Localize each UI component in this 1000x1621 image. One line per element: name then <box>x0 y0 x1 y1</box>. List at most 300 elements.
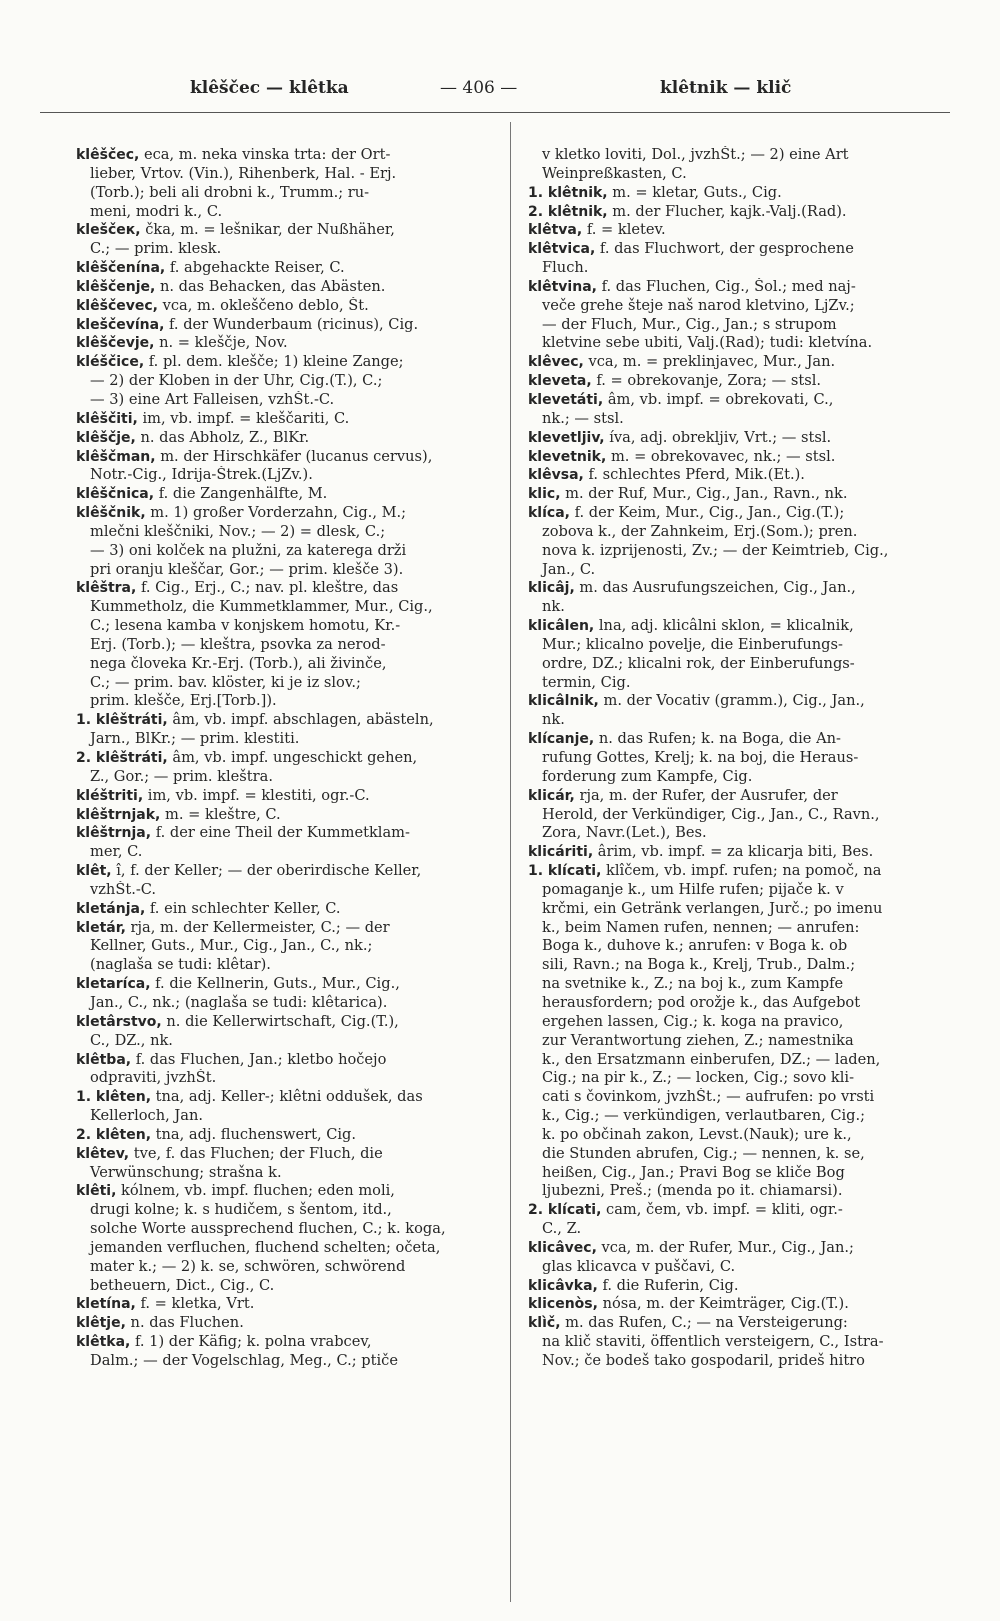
dictionary-entry <box>76 316 504 335</box>
dictionary-entry <box>76 429 504 448</box>
dictionary-entry <box>76 1295 504 1314</box>
dictionary-entry <box>528 240 956 259</box>
entry-text: cam, čem, vb. impf. = kliti, ogr.- <box>601 1201 843 1219</box>
dictionary-entry <box>528 617 956 636</box>
dictionary-entry <box>528 372 956 391</box>
entry-text: zobova k., der Zahnkeim, Erj.(Som.); pren. <box>542 522 858 540</box>
entry-text: cati s čovinkom, jvzhŠt.; — aufrufen: po vrsti <box>542 1088 875 1106</box>
entry-text: f. 1) der Käfig; k. polna vrabcev, <box>130 1333 372 1351</box>
dictionary-entry <box>76 1126 504 1145</box>
entry-text: âm, vb. impf. abschlagen, abästeln, <box>167 711 434 729</box>
entry-continuation-line <box>528 1258 956 1277</box>
entry-text: C.; — prim. klesk. <box>90 240 222 258</box>
headword: klêtev, <box>76 1145 130 1162</box>
entry-continuation-line <box>76 372 504 391</box>
entry-text: betheuern, Dict., Cig., C. <box>90 1276 275 1294</box>
entry-text: íva, adj. obrekljiv, Vrt.; — stsl. <box>604 428 832 446</box>
entry-text: kólnem, vb. impf. fluchen; eden moli, <box>116 1182 395 1200</box>
entry-continuation-line <box>76 1220 504 1239</box>
dictionary-entry <box>76 919 504 938</box>
entry-text: herausfordern; pod orožje k., das Aufgebot <box>542 993 861 1011</box>
entry-text: n. die Kellerwirtschaft, Cig.(T.), <box>161 1012 399 1030</box>
entry-continuation-line <box>528 768 956 787</box>
entry-continuation-line <box>76 881 504 900</box>
entry-text: — der Fluch, Mur., Cig., Jan.; s strupom <box>542 315 837 333</box>
dictionary-entry <box>76 297 504 316</box>
headword: klêtvina, <box>528 278 597 295</box>
dictionary-entry <box>528 579 956 598</box>
headword: 1. klêštráti, <box>76 712 168 729</box>
entry-text: krčmi, ein Getränk verlangen, Jurč.; po imenu <box>542 899 883 917</box>
dictionary-entry <box>528 353 956 372</box>
entry-continuation-line <box>76 466 504 485</box>
headword: klicâj, <box>528 580 575 597</box>
entry-text: Jan., C. <box>542 560 596 578</box>
entry-text: kletvine sebe ubiti, Valj.(Rad); tudi: kletvína. <box>542 334 873 352</box>
entry-continuation-line <box>76 1201 504 1220</box>
headword: 2. klêštráti, <box>76 750 168 766</box>
dictionary-entry <box>528 448 956 467</box>
entry-continuation-line <box>76 655 504 674</box>
entry-continuation-line <box>528 1107 956 1126</box>
entry-text: čka, m. = lešnikar, der Nußhäher, <box>140 221 395 239</box>
entry-continuation-line <box>528 146 956 165</box>
dictionary-entry <box>76 975 504 994</box>
dictionary-entry <box>528 203 956 222</box>
entry-text: f. Cig., Erj., C.; nav. pl. kleštre, das <box>136 579 399 597</box>
dictionary-entry <box>76 806 504 825</box>
entry-continuation-line <box>528 561 956 580</box>
dictionary-entry <box>76 787 504 806</box>
entry-text: zur Verantwortung ziehen, Z.; namestnika <box>542 1031 854 1049</box>
entry-text: f. die Kellnerin, Guts., Mur., Cig., <box>150 975 400 993</box>
entry-text: Kummetholz, die Kummetklammer, Mur., Cig., <box>90 598 433 616</box>
entry-continuation-line <box>76 240 504 259</box>
headword: klevetljiv, <box>528 429 605 446</box>
entry-text: pri oranju kleščar, Gor.; — prim. klešče 3). <box>90 560 404 578</box>
entry-text: m. = obrekovavec, nk.; — stsl. <box>606 447 836 465</box>
entry-continuation-line <box>528 919 956 938</box>
entry-text: î, f. der Keller; — der oberirdische Keller, <box>111 862 422 880</box>
headword: klêščnik, <box>76 505 146 522</box>
headword: kleveta, <box>528 373 592 390</box>
entry-text: Kellner, Guts., Mur., Cig., Jan., C., nk.; <box>90 937 373 955</box>
entry-text: nk. <box>542 598 565 616</box>
entry-text: f. pl. dem. klešče; 1) kleine Zange; <box>144 353 404 371</box>
headword: klicár, <box>528 787 575 804</box>
entry-continuation-line <box>528 956 956 975</box>
entry-text: tve, f. das Fluchen; der Fluch, die <box>129 1144 383 1162</box>
entry-text: C., DZ., nk. <box>90 1031 173 1049</box>
headword: klicâvka, <box>528 1277 598 1294</box>
dictionary-entry <box>76 579 504 598</box>
entry-text: âm, vb. impf. = obrekovati, C., <box>603 390 834 408</box>
entry-continuation-line <box>528 334 956 353</box>
entry-continuation-line <box>528 1333 956 1352</box>
dictionary-entry <box>76 1088 504 1107</box>
dictionary-entry <box>76 824 504 843</box>
entry-text: nova k. izprijenosti, Zv.; — der Keimtrieb, Cig., <box>542 541 889 559</box>
entry-text: f. der Wunderbaum (ricinus), Cig. <box>164 315 419 333</box>
entry-continuation-line <box>528 806 956 825</box>
entry-text: pomaganje k., um Hilfe rufen; pijače k. v <box>542 880 844 898</box>
entry-continuation-line <box>528 1145 956 1164</box>
dictionary-entry <box>528 485 956 504</box>
headword: klic, <box>528 486 561 503</box>
entry-text: Jan., C., nk.; (naglaša se tudi: klêtarica). <box>90 993 388 1011</box>
entry-text: Mur.; klicalno povelje, die Einberufungs- <box>542 635 843 653</box>
dictionary-entry <box>76 862 504 881</box>
headword: klêvsa, <box>528 467 584 484</box>
header-left-guideword: klêščec — klêtka <box>190 78 349 98</box>
dictionary-entry <box>76 1333 504 1352</box>
entry-continuation-line <box>76 692 504 711</box>
entry-text: nk.; — stsl. <box>542 409 624 427</box>
entry-text: jemanden verfluchen, fluchend schelten; očeta, <box>90 1238 441 1256</box>
headword: klêščenje, <box>76 278 156 295</box>
headword: kléštriti, <box>76 787 144 804</box>
entry-text: Zora, Navr.(Let.), Bes. <box>542 824 707 842</box>
dictionary-entry <box>76 259 504 278</box>
entry-text: Herold, der Verkündiger, Cig., Jan., C., Ravn., <box>542 805 880 823</box>
entry-text: f. = kletka, Vrt. <box>135 1295 255 1313</box>
entry-text: f. ein schlechter Keller, C. <box>145 899 341 917</box>
headword: klêščevje, <box>76 335 155 352</box>
entry-text: C.; lesena kamba v konjskem homotu, Kr.- <box>90 617 401 635</box>
entry-continuation-line <box>76 184 504 203</box>
dictionary-entry <box>528 730 956 749</box>
headword: kletaríca, <box>76 976 151 993</box>
entry-text: rufung Gottes, Krelj; k. na boj, die Heraus- <box>542 749 859 766</box>
entry-text: n. das Fluchen. <box>125 1314 244 1332</box>
entry-text: Erj. (Torb.); — kleštra, psovka za nerod- <box>90 635 386 653</box>
headword: 1. klêtnik, <box>528 184 608 201</box>
entry-text: f. das Fluchwort, der gesprochene <box>595 240 854 258</box>
entry-text: C.; — prim. bav. klöster, ki je iz slov.; <box>90 673 361 691</box>
entry-text: Z., Gor.; — prim. kleštra. <box>90 767 273 785</box>
entry-text: veče grehe šteje naš narod kletvino, LjZv.; <box>542 296 855 314</box>
dictionary-entry <box>76 749 504 768</box>
entry-continuation-line <box>528 1182 956 1201</box>
dictionary-entry <box>528 1277 956 1296</box>
entry-continuation-line <box>76 1352 504 1371</box>
entry-text: C., Z. <box>542 1220 582 1238</box>
dictionary-entry <box>528 184 956 203</box>
entry-text: ârim, vb. impf. = za klicarja biti, Bes. <box>593 843 874 861</box>
headword: 1. klêten, <box>76 1089 152 1106</box>
entry-text: vzhŠt.-C. <box>90 880 157 898</box>
entry-continuation-line <box>528 655 956 674</box>
page-number: — 406 — <box>440 78 518 98</box>
entry-text: heißen, Cig., Jan.; Pravi Bog se kliče Bog <box>542 1163 845 1181</box>
entry-text: (Torb.); beli ali drobni k., Trumm.; ru- <box>90 183 370 201</box>
entry-text: f. = obrekovanje, Zora; — stsl. <box>591 372 822 390</box>
entry-continuation-line <box>76 523 504 542</box>
entry-continuation-line <box>528 636 956 655</box>
entry-continuation-line <box>528 1352 956 1371</box>
headword: klevetnik, <box>528 448 607 465</box>
headword: klìč, <box>528 1315 561 1332</box>
headword: klêščenína, <box>76 260 166 277</box>
entry-continuation-line <box>76 1069 504 1088</box>
headword: klíca, <box>528 505 570 522</box>
entry-text: — 3) oni kolček na plužni, za katerega drži <box>90 541 407 559</box>
entry-continuation-line <box>528 900 956 919</box>
headword: klicâvec, <box>528 1239 597 1256</box>
dictionary-entry <box>528 391 956 410</box>
headword: klicáriti, <box>528 844 594 861</box>
dictionary-entry <box>76 1314 504 1333</box>
dictionary-entry <box>76 1051 504 1070</box>
entry-text: m. der Ruf, Mur., Cig., Jan., Ravn., nk. <box>560 485 848 503</box>
entry-continuation-line <box>76 1164 504 1183</box>
header-right-guideword: klêtnik — klič <box>660 78 792 98</box>
dictionary-entry <box>76 448 504 467</box>
headword: klicâlen, <box>528 618 595 635</box>
entry-text: rja, m. der Rufer, der Ausrufer, der <box>574 786 838 804</box>
entry-continuation-line <box>528 598 956 617</box>
dictionary-entry <box>76 410 504 429</box>
entry-text: Fluch. <box>542 259 589 277</box>
entry-text: odpraviti, jvzhŠt. <box>90 1069 217 1087</box>
entry-continuation-line <box>528 1013 956 1032</box>
entry-continuation-line <box>76 994 504 1013</box>
headword: kleščevína, <box>76 316 165 333</box>
headword: klêt, <box>76 863 112 880</box>
entry-text: (naglaša se tudi: klêtar). <box>90 956 271 974</box>
dictionary-entry <box>76 1182 504 1201</box>
headword: klêtje, <box>76 1315 126 1332</box>
entry-text: vca, m. okleščeno deblo, Št. <box>157 296 369 314</box>
entry-text: v kletko loviti, Dol., jvzhŠt.; — 2) eine Art <box>542 146 849 163</box>
entry-text: Weinpreßkasten, C. <box>542 164 687 182</box>
headword: kleščeк, <box>76 222 141 239</box>
entry-continuation-line <box>528 824 956 843</box>
dictionary-entry <box>76 900 504 919</box>
entry-text: m. der Flucher, kajk.-Valj.(Rad). <box>607 202 847 220</box>
entry-text: m. = kletar, Guts., Cig. <box>607 183 782 201</box>
headword: klêti, <box>76 1183 117 1200</box>
entry-text: sili, Ravn.; na Boga k., Krelj, Trub., Dalm.; <box>542 956 856 974</box>
dictionary-entry <box>76 334 504 353</box>
entry-text: Kellerloch, Jan. <box>90 1107 203 1125</box>
dictionary-entry <box>528 1314 956 1333</box>
entry-text: k., den Ersatzmann einberufen, DZ.; — laden, <box>542 1050 881 1068</box>
header-rule <box>40 112 950 113</box>
entry-text: f. = kletev. <box>582 221 666 239</box>
entry-text: Dalm.; — der Vogelschlag, Meg., C.; ptiče <box>90 1352 398 1369</box>
entry-continuation-line <box>528 316 956 335</box>
entry-text: im, vb. impf. = kleščariti, C. <box>137 409 350 427</box>
entry-continuation-line <box>528 994 956 1013</box>
entry-text: m. = kleštre, C. <box>160 805 281 823</box>
dictionary-entry <box>528 1295 956 1314</box>
headword: kléščice, <box>76 354 145 371</box>
headword: 1. klícati, <box>528 863 602 880</box>
entry-text: f. der Keim, Mur., Cig., Jan., Cig.(T.); <box>569 504 845 522</box>
entry-text: mlečni kleščniki, Nov.; — 2) = dlesk, C.; <box>90 522 386 540</box>
entry-text: lna, adj. klicâlni sklon, = klicalnik, <box>594 617 854 635</box>
dictionary-entry <box>76 504 504 523</box>
dictionary-entry <box>76 1145 504 1164</box>
entry-text: die Stunden abrufen, Cig.; — nennen, k. se, <box>542 1144 865 1162</box>
entry-text: vca, m. = preklinjavec, Mur., Jan. <box>583 353 836 371</box>
entry-text: Jarn., BlKr.; — prim. klestiti. <box>90 730 300 748</box>
headword: klêščevec, <box>76 297 158 314</box>
entry-text: Notr.-Cig., Idrija-Štrek.(LjZv.). <box>90 466 313 484</box>
right-column <box>528 146 956 1606</box>
entry-continuation-line <box>528 881 956 900</box>
headword: kletár, <box>76 919 126 936</box>
entry-continuation-line <box>76 937 504 956</box>
headword: klícanje, <box>528 731 595 748</box>
headword: klicâlnik, <box>528 693 599 710</box>
dictionary-entry <box>528 843 956 862</box>
entry-text: f. der eine Theil der Kummetklam- <box>151 824 410 842</box>
headword: klêštra, <box>76 580 137 597</box>
entry-text: n. das Behacken, das Abästen. <box>155 277 386 295</box>
entry-continuation-line <box>528 975 956 994</box>
headword: klêščje, <box>76 429 136 446</box>
dictionary-entry <box>528 221 956 240</box>
headword: kletánja, <box>76 900 146 917</box>
entry-text: im, vb. impf. = klestiti, ogr.-C. <box>143 786 370 804</box>
headword: 2. klêtnik, <box>528 203 608 220</box>
entry-text: mer, C. <box>90 843 143 861</box>
entry-text: vca, m. der Rufer, Mur., Cig., Jan.; <box>596 1238 854 1256</box>
entry-continuation-line <box>528 259 956 278</box>
headword: klêščnica, <box>76 486 155 503</box>
entry-text: f. die Zangenhälfte, M. <box>154 485 328 503</box>
entry-text: f. abgehackte Reiser, C. <box>165 259 345 277</box>
headword: klêtba, <box>76 1051 132 1068</box>
entry-continuation-line <box>76 1258 504 1277</box>
entry-text: n. das Rufen; k. na Boga, die An- <box>594 730 841 748</box>
entry-text: mater k.; — 2) k. se, schwören, schwörend <box>90 1257 406 1275</box>
headword: kletârstvo, <box>76 1013 162 1030</box>
entry-text: na svetnike k., Z.; na boj k., zum Kampfe <box>542 975 844 993</box>
entry-text: tna, adj. fluchenswert, Cig. <box>151 1125 357 1143</box>
entry-continuation-line <box>528 165 956 184</box>
entry-text: n. = kleščje, Nov. <box>154 334 288 352</box>
entry-continuation-line <box>76 542 504 561</box>
entry-continuation-line <box>528 523 956 542</box>
entry-text: eca, m. neka vinska trta: der Ort- <box>139 146 391 163</box>
entry-continuation-line <box>528 674 956 693</box>
page-header <box>40 78 950 108</box>
dictionary-entry <box>76 485 504 504</box>
entry-text: — 2) der Kloben in der Uhr, Cig.(T.), C.; <box>90 372 383 390</box>
entry-text: Boga k., duhove k.; anrufen: v Boga k. ob <box>542 937 848 955</box>
headword: 2. klêten, <box>76 1126 152 1143</box>
entry-continuation-line <box>528 749 956 768</box>
entry-text: f. die Ruferin, Cig. <box>597 1276 739 1294</box>
entry-continuation-line <box>76 636 504 655</box>
headword: klêščman, <box>76 448 156 465</box>
entry-text: rja, m. der Kellermeister, C.; — der <box>125 918 390 936</box>
entry-text: solche Worte aussprechend fluchen, C.; k. koga, <box>90 1220 446 1238</box>
dictionary-entry <box>76 221 504 240</box>
headword: klêtka, <box>76 1334 131 1351</box>
entry-continuation-line <box>528 1069 956 1088</box>
headword: klêtva, <box>528 222 583 239</box>
headword: 2. klícati, <box>528 1202 602 1219</box>
entry-text: f. schlechtes Pferd, Mik.(Et.). <box>583 466 805 484</box>
dictionary-entry <box>528 429 956 448</box>
dictionary-entry <box>76 353 504 372</box>
entry-text: ordre, DZ.; klicalni rok, der Einberufungs- <box>542 654 855 672</box>
entry-text: prim. klešče, Erj.[Torb.]). <box>90 692 277 710</box>
entry-continuation-line <box>528 1126 956 1145</box>
dictionary-entry <box>528 787 956 806</box>
entry-continuation-line <box>76 598 504 617</box>
entry-continuation-line <box>76 768 504 787</box>
entry-text: Nov.; če bodeš tako gospodaril, prideš hitro <box>542 1352 865 1369</box>
dictionary-entry <box>528 692 956 711</box>
headword: klêščiti, <box>76 410 138 427</box>
entry-text: âm, vb. impf. ungeschickt gehen, <box>167 749 418 766</box>
headword: klêštrnja, <box>76 825 152 842</box>
entry-continuation-line <box>76 1032 504 1051</box>
entry-continuation-line <box>76 1107 504 1126</box>
entry-text: k. po občinah zakon, Levst.(Nauk); ure k., <box>542 1125 852 1143</box>
entry-text: nk. <box>542 711 565 729</box>
entry-continuation-line <box>528 410 956 429</box>
entry-continuation-line <box>76 956 504 975</box>
dictionary-entry <box>528 1201 956 1220</box>
entry-text: ljubezni, Preš.; (menda po it. chiamarsi). <box>542 1182 843 1200</box>
entry-text: Verwünschung; strašna k. <box>90 1163 282 1181</box>
entry-text: forderung zum Kampfe, Cig. <box>542 767 753 785</box>
entry-text: k., beim Namen rufen, nennen; — anrufen: <box>542 918 860 936</box>
entry-continuation-line <box>528 1164 956 1183</box>
entry-text: meni, modri k., C. <box>90 202 223 220</box>
entry-text: na klič staviti, öffentlich versteigern, C., Istra- <box>542 1333 884 1351</box>
entry-text: m. der Vocativ (gramm.), Cig., Jan., <box>598 692 865 710</box>
dictionary-entry <box>528 466 956 485</box>
entry-continuation-line <box>76 1277 504 1296</box>
entry-continuation-line <box>528 711 956 730</box>
entry-text: tna, adj. Keller-; klêtni oddušek, das <box>151 1088 423 1106</box>
entry-text: f. das Fluchen, Cig., Šol.; med naj- <box>596 277 856 295</box>
entry-text: drugi kolne; k. s hudičem, s šentom, itd., <box>90 1201 392 1219</box>
entry-text: nósa, m. der Keimträger, Cig.(T.). <box>597 1295 849 1313</box>
dictionary-entry <box>528 504 956 523</box>
entry-text: termin, Cig. <box>542 673 631 691</box>
headword: klêščec, <box>76 147 140 163</box>
entry-continuation-line <box>528 937 956 956</box>
entry-text: — 3) eine Art Falleisen, vzhŠt.-C. <box>90 390 335 408</box>
headword: kletína, <box>76 1296 136 1313</box>
entry-text: Cig.; na pir k., Z.; — locken, Cig.; sovo kli- <box>542 1069 855 1087</box>
entry-continuation-line <box>76 1239 504 1258</box>
entry-continuation-line <box>76 391 504 410</box>
dictionary-entry <box>76 1013 504 1032</box>
dictionary-entry <box>528 1239 956 1258</box>
left-column <box>76 146 504 1606</box>
entry-text: m. der Hirschkäfer (lucanus cervus), <box>155 447 433 465</box>
entry-text: m. das Ausrufungszeichen, Cig., Jan., <box>574 579 856 597</box>
dictionary-entry <box>528 278 956 297</box>
entry-continuation-line <box>76 165 504 184</box>
dictionary-entry <box>76 278 504 297</box>
entry-text: m. das Rufen, C.; — na Versteigerung: <box>560 1314 848 1332</box>
headword: klevetáti, <box>528 391 604 408</box>
column-divider <box>510 122 511 1602</box>
entry-continuation-line <box>76 843 504 862</box>
entry-continuation-line <box>76 617 504 636</box>
entry-text: klîčem, vb. impf. rufen; na pomoč, na <box>601 862 882 880</box>
